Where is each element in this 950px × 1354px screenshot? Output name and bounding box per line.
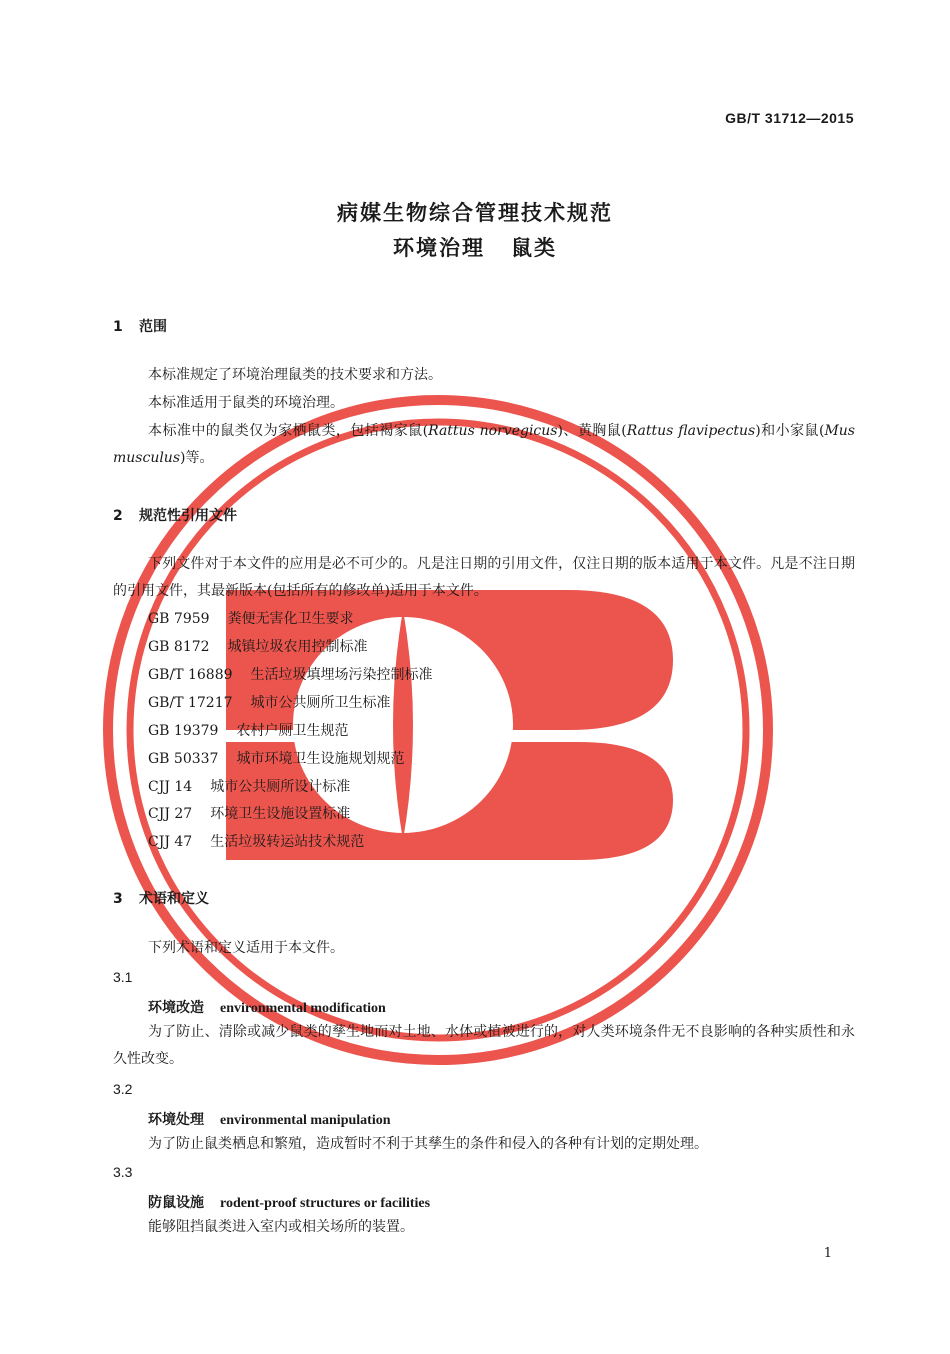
- reference-code: GB 50337: [148, 751, 219, 767]
- reference-code: CJJ 47: [148, 834, 193, 850]
- reference-code: GB 8172: [148, 639, 210, 655]
- subtitle-part-b: 鼠类: [511, 236, 557, 260]
- clause-number: 3.3: [113, 1164, 133, 1180]
- species-name: Rattus norvegicus: [428, 423, 558, 439]
- reference-item: [148, 746, 404, 773]
- reference-title: 城市公共厕所设计标准: [210, 779, 351, 795]
- reference-title: 城市公共厕所卫生标准: [250, 695, 391, 711]
- term-en: environmental manipulation: [220, 1113, 391, 1128]
- standard-code: GB/T 31712—2015: [725, 110, 854, 126]
- scope-paragraph-1: 本标准规定了环境治理鼠类的技术要求和方法。: [148, 367, 442, 383]
- clause-number: 3.1: [113, 969, 133, 985]
- reference-title: 生活垃圾填埋场污染控制标准: [250, 667, 433, 683]
- reference-code: GB/T 16889: [148, 667, 233, 683]
- reference-item: [148, 774, 350, 801]
- section-title: 规范性引用文件: [139, 508, 237, 524]
- term-definition: 为了防止鼠类栖息和繁殖，造成暂时不利于其孳生的条件和侵入的各种有计划的定期处理。: [148, 1136, 708, 1152]
- reference-item: [148, 690, 391, 717]
- text-run: )等。: [180, 450, 214, 466]
- reference-code: CJJ 14: [148, 779, 193, 795]
- section-number: 3: [113, 891, 123, 907]
- text-run: )、黄胸鼠(: [557, 423, 627, 439]
- term-en: environmental modification: [220, 1001, 386, 1016]
- subtitle-part-a: 环境治理: [393, 236, 485, 260]
- page-number: 1: [823, 1246, 832, 1261]
- reference-code: GB 19379: [148, 723, 219, 739]
- term-zh: 环境改造: [148, 1000, 204, 1016]
- section-heading-scope: [113, 316, 167, 336]
- term-definition: 能够阻挡鼠类进入室内或相关场所的装置。: [148, 1219, 414, 1235]
- reference-title: 城市环境卫生设施规划规范: [236, 751, 405, 767]
- document-title: 病媒生物综合管理技术规范: [337, 201, 613, 225]
- reference-title: 粪便无害化卫生要求: [227, 611, 354, 627]
- reference-title: 环境卫生设施设置标准: [210, 806, 351, 822]
- term-zh: 环境处理: [148, 1112, 204, 1128]
- reference-title: 生活垃圾转运站技术规范: [210, 834, 365, 850]
- reference-title: 城镇垃圾农用控制标准: [227, 639, 368, 655]
- section-number: 1: [113, 319, 123, 335]
- term-definition: 为了防止、清除或减少鼠类的孳生地而对土地、水体或植被进行的，对人类环境条件无不良影响的各种实质性和永久性改变。: [113, 1024, 855, 1067]
- clause-number: 3.2: [113, 1081, 133, 1097]
- terms-intro: 下列术语和定义适用于本文件。: [148, 940, 344, 956]
- reference-code: GB/T 17217: [148, 695, 233, 711]
- reference-item: [148, 606, 354, 633]
- text-run: 本标准中的鼠类仅为家栖鼠类，包括褐家鼠(: [148, 423, 429, 439]
- reference-code: CJJ 27: [148, 806, 193, 822]
- document-subtitle: [0, 232, 950, 262]
- reference-item: [148, 801, 350, 828]
- reference-title: 农村户厕卫生规范: [236, 723, 349, 739]
- scope-paragraph-3: [113, 418, 855, 472]
- section-title: 术语和定义: [139, 891, 209, 907]
- species-name: Rattus flavipectus: [626, 423, 756, 439]
- section-heading-terms: [113, 888, 209, 908]
- term-en: rodent-proof structures or facilities: [220, 1196, 431, 1211]
- section-title: 范围: [139, 319, 167, 335]
- scope-paragraph-2: 本标准适用于鼠类的环境治理。: [148, 395, 344, 411]
- reference-code: GB 7959: [148, 611, 210, 627]
- reference-item: [148, 634, 368, 661]
- reference-item: [148, 718, 348, 745]
- species-name: Mus musculus: [113, 423, 855, 466]
- term-entry: [148, 1192, 430, 1212]
- references-intro: 下列文件对于本文件的应用是必不可少的。凡是注日期的引用文件，仅注日期的版本适用于本文件。凡是不注日期的引用文件，其最新版本(包括所有的修改单)适用于本文件。: [113, 556, 855, 599]
- term-entry: [148, 997, 386, 1017]
- term-zh: 防鼠设施: [148, 1195, 204, 1211]
- reference-item: [148, 662, 433, 689]
- reference-item: [148, 829, 364, 856]
- section-heading-references: [113, 505, 237, 525]
- section-number: 2: [113, 508, 123, 524]
- term-entry: [148, 1109, 391, 1129]
- text-run: )和小家鼠(: [755, 423, 825, 439]
